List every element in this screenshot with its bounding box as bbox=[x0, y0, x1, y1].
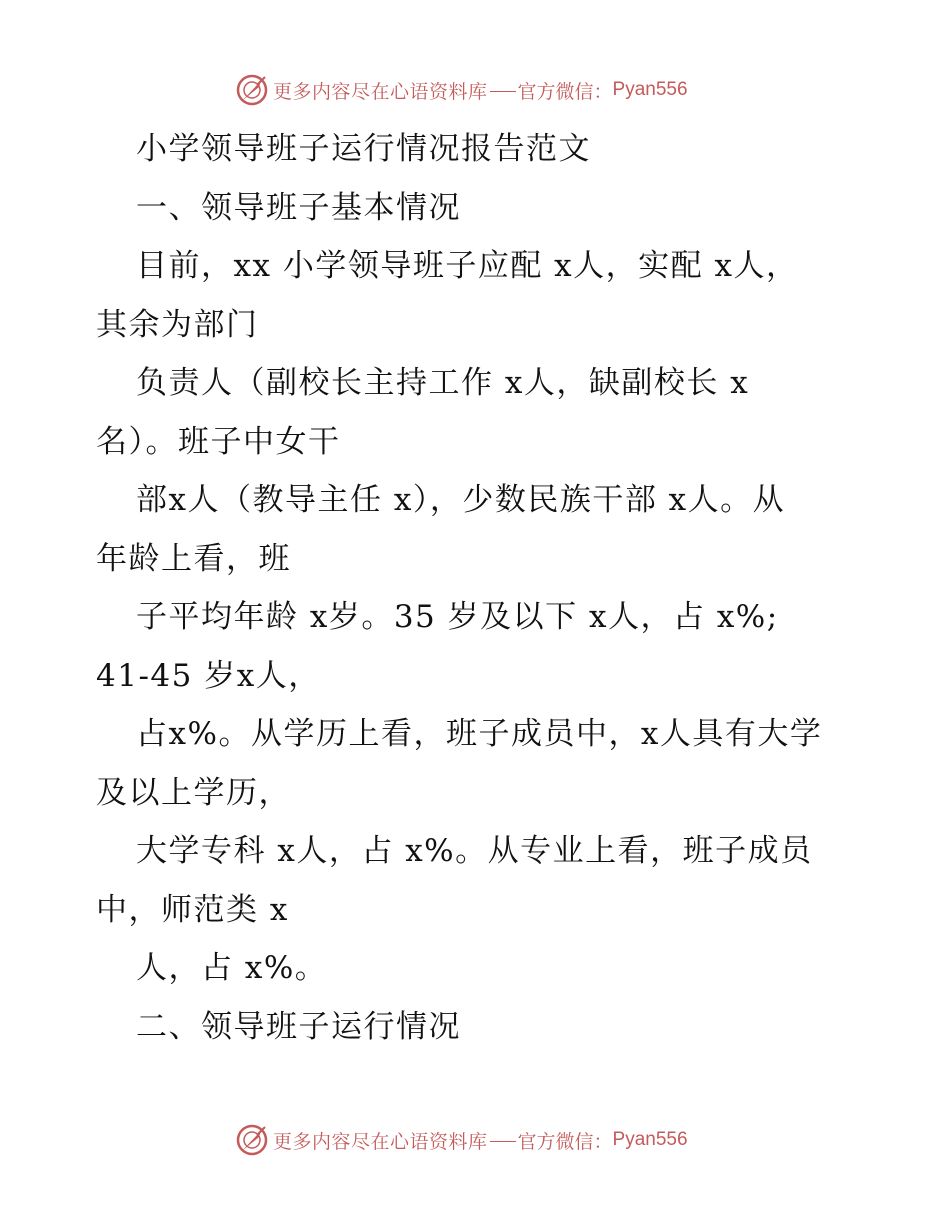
header-watermark bbox=[235, 73, 688, 107]
paragraph-line: 子平均年龄 x岁。35 岁及以下 x人，占 x%; bbox=[136, 599, 779, 635]
watermark-dash bbox=[490, 1141, 516, 1142]
watermark-wechat-id: Pyan556 bbox=[612, 1129, 688, 1150]
paragraph-line: 负责人（副校长主持工作 x人，缺副校长 x bbox=[136, 365, 750, 401]
paragraph-line: 名）。班子中女干 bbox=[96, 423, 341, 460]
pen-logo-icon bbox=[235, 1123, 269, 1157]
paragraph-line: 目前，xx 小学领导班子应配 x人，实配 x人， bbox=[136, 248, 799, 284]
watermark-wechat-id: Pyan556 bbox=[612, 79, 688, 100]
watermark-wechat-label: 官方微信： bbox=[517, 1130, 613, 1153]
paragraph-line: 其余为部门 bbox=[96, 306, 259, 343]
paragraph-line: 占x%。从学历上看，班子成员中，x人具有大学 bbox=[136, 716, 823, 752]
watermark-wechat-label: 官方微信： bbox=[517, 80, 613, 103]
paragraph-line: 及以上学历， bbox=[96, 774, 291, 811]
watermark-dash bbox=[490, 91, 516, 92]
section-heading-1: 一、领导班子基本情况 bbox=[136, 189, 461, 226]
paragraph-line: 人，占 x%。 bbox=[136, 950, 328, 986]
footer-watermark bbox=[235, 1123, 688, 1157]
paragraph-line: 大学专科 x人，占 x%。从专业上看，班子成员 bbox=[136, 833, 813, 869]
document-title: 小学领导班子运行情况报告范文 bbox=[136, 131, 591, 167]
document-body bbox=[96, 120, 896, 1056]
paragraph-line: 中，师范类 x bbox=[96, 891, 289, 928]
paragraph-line: 41-45 岁x人， bbox=[96, 657, 321, 694]
paragraph-line: 部x人（教导主任 x），少数民族干部 x人。从 bbox=[136, 482, 786, 518]
section-heading-2: 二、领导班子运行情况 bbox=[136, 1008, 461, 1045]
pen-logo-icon bbox=[235, 73, 269, 107]
paragraph-line: 年龄上看，班 bbox=[96, 540, 291, 577]
watermark-site-text: 更多内容尽在心语资料库 bbox=[273, 1130, 488, 1153]
watermark-site-text: 更多内容尽在心语资料库 bbox=[273, 80, 488, 103]
